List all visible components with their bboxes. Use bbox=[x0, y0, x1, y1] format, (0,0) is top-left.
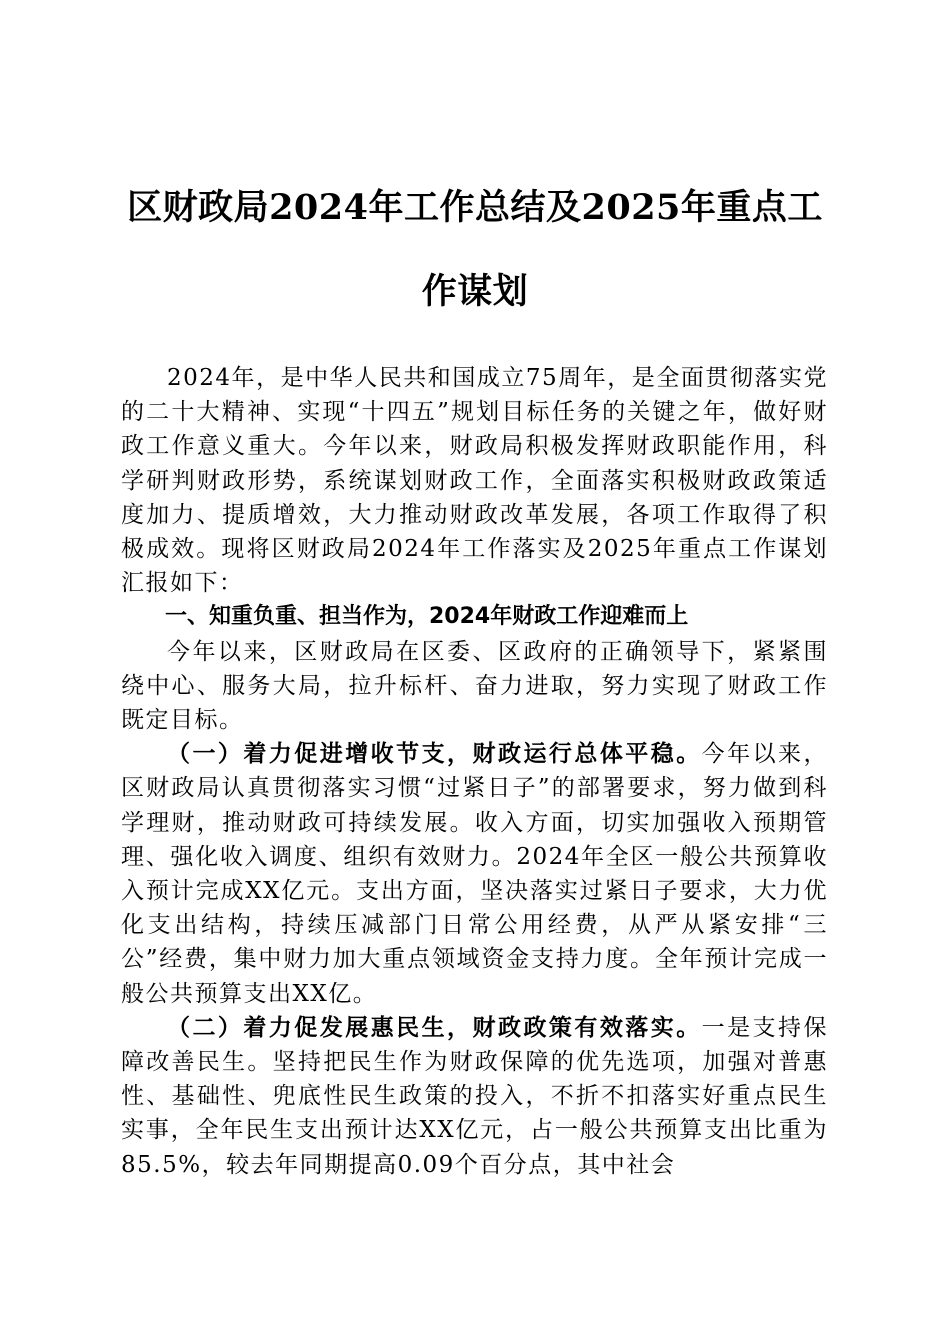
subsection-1-body: 今年以来，区财政局认真贯彻落实习惯“过紧日子”的部署要求，努力做到科学理财，推动财政可持续发展。收入方面，切实加强收入预期管理、强化收入调度、组织有效财力。2024年全区一般公共预算收入预计完成XX亿元。支出方面，坚决落实过紧日子要求，大力优化支出结构，持续压减部门日常公用经费，从严从紧安排“三公”经费，集中财力加大重点领域资金支持力度。全年预计完成一般公共预算支出XX亿。 bbox=[121, 741, 829, 1007]
section-heading-1: 一、知重负重、担当作为，2024年财政工作迎难而上 bbox=[165, 604, 689, 630]
subsection-1-heading: （一）着力促进增收节支，财政运行总体平稳。 bbox=[167, 740, 702, 768]
subsection-2-paragraph bbox=[121, 1011, 828, 1182]
intro-paragraph: 2024年，是中华人民共和国成立75周年，是全面贯彻落实党的二十大精神、实现“十四五”规划目标任务的关键之年，做好财政工作意义重大。今年以来，财政局积极发挥财政职能作用，科学研判财政形势，系统谋划财政工作，全面落实积极财政政策适度加力、提质增效，大力推动财政改革发展，各项工作取得了积极成效。现将区财政局2024年工作落实及2025年重点工作谋划汇报如下： bbox=[121, 365, 828, 597]
subsection-1-paragraph bbox=[121, 737, 828, 1011]
document-body bbox=[121, 361, 828, 1182]
subsection-2-heading: （二）着力促发展惠民生，财政政策有效落实。 bbox=[167, 1013, 702, 1041]
document-title: 区财政局2024年工作总结及2025年重点工作谋划 bbox=[127, 187, 823, 312]
section-1-intro-paragraph: 今年以来，区财政局在区委、区政府的正确领导下，紧紧围绕中心、服务大局，拉升标杆、奋力进取，努力实现了财政工作既定目标。 bbox=[121, 638, 828, 734]
subsection-2-body: 一是支持保障改善民生。坚持把民生作为财政保障的优先选项，加强对普惠性、基础性、兜底性民生政策的投入，不折不扣落实好重点民生实事，全年民生支出预计达XX亿元，占一般公共预算支出比重为85.5%，较去年同期提高0.09个百分点，其中社会 bbox=[121, 1014, 829, 1178]
